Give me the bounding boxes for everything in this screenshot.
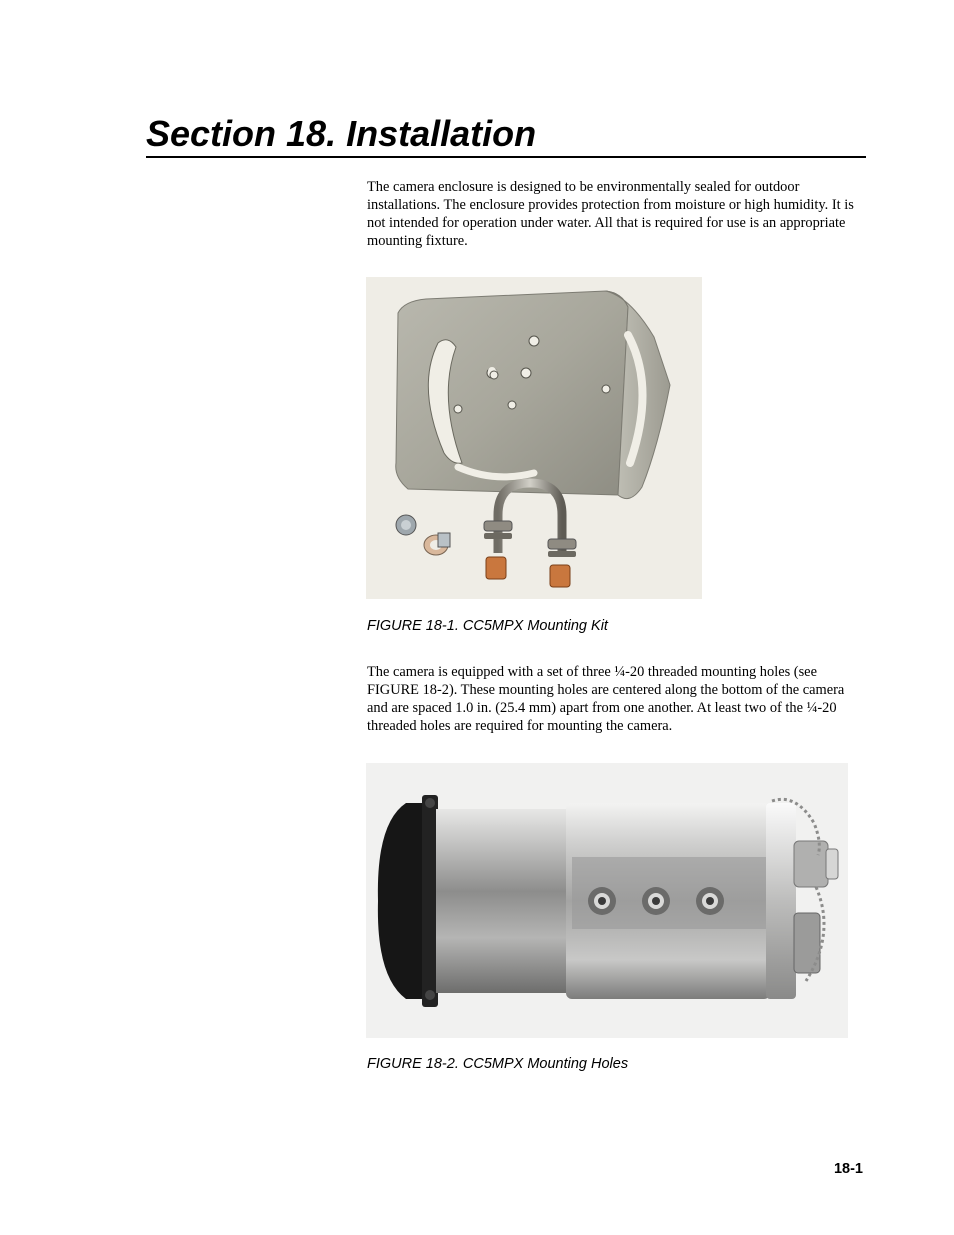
title-rule: [146, 156, 866, 158]
figure-mounting-holes-photo: [366, 763, 848, 1038]
figure-caption-mounting-kit: FIGURE 18-1. CC5MPX Mounting Kit: [367, 618, 608, 634]
section-title: Section 18. Installation: [146, 113, 537, 154]
figure-mounting-kit-photo: [366, 277, 702, 599]
mounting-holes-paragraph: The camera is equipped with a set of three ¼-20 threaded mounting holes (see FIGURE 18-2). These mounting holes are centered along the bottom of the camera and are spaced 1.0 in. (25.4 mm) apart from one another. At least two of the ¼-20 threaded holes are required for mounting the camera.: [367, 664, 845, 734]
intro-paragraph: The camera enclosure is designed to be environmentally sealed for outdoor installations. The enclosure provides protection from moisture or high humidity. It is not intended for operation under water. All that is required for use is an appropriate mounting fixture.: [367, 179, 854, 249]
figure-caption-mounting-holes: FIGURE 18-2. CC5MPX Mounting Holes: [367, 1056, 629, 1072]
page-number: 18-1: [833, 1161, 863, 1177]
